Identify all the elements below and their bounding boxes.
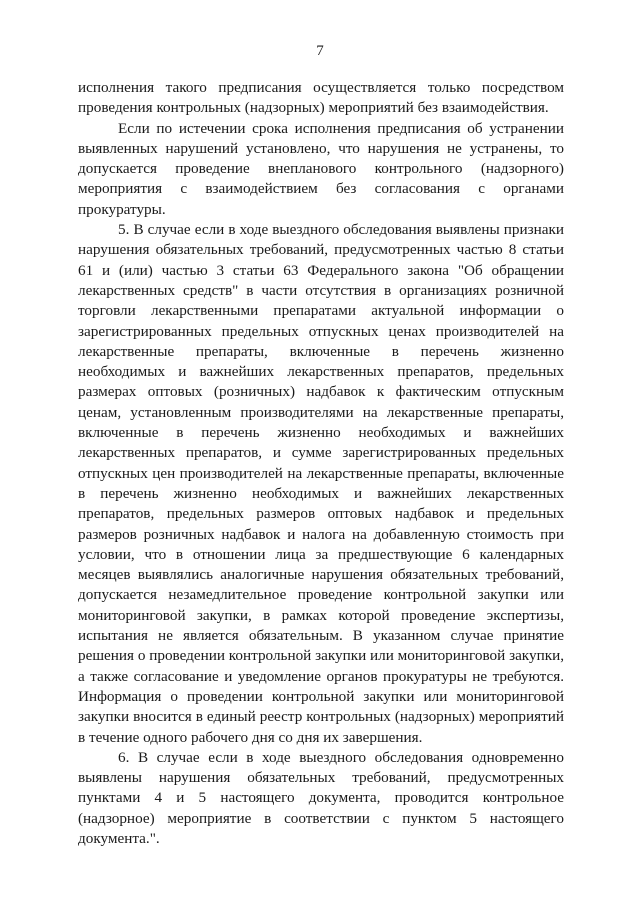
paragraph-item-6: 6. В случае если в ходе выездного обследования одновременно выявлены нарушения обязательных требований, предусмотренных пунктами 4 и 5 настоящего документа, проводится контрольное (надзорное) мероприятие в соответствии с пунктом 5 настоящего документа.".	[78, 748, 564, 847]
page-number: 7	[316, 43, 324, 59]
document-body	[78, 78, 564, 849]
paragraph-continuation: исполнения такого предписания осуществляется только посредством проведения контрольных (надзорных) мероприятий без взаимодействия.	[78, 79, 564, 117]
paragraph-item-5: 5. В случае если в ходе выездного обследования выявлены признаки нарушения обязательных требований, предусмотренных частью 8 статьи 61 и (или) частью 3 статьи 63 Федерального закона "Об обращении лекарственных средств" в части отсутствия в организациях розничной торговли лекарственными препаратами актуальной информации о зарегистрированных предельных отпускных ценах производителей на лекарственные препараты, включенные в перечень жизненно необходимых и важнейших лекарственных препаратов, предельных размерах оптовых (розничных) надбавок к фактическим отпускным ценам, установленным производителями на лекарственные препараты, включенные в перечень жизненно необходимых и важнейших лекарственных препаратов, и сумме зарегистрированных предельных отпускных цен производителей на лекарственные препараты, включенные в перечень жизненно необходимых и важнейших лекарственных препаратов, предельных размеров оптовых надбавок и предельных размеров розничных надбавок и налога на добавленную стоимость при условии, что в отношении лица за предшествующие 6 календарных месяцев выявлялись аналогичные нарушения обязательных требований, допускается незамедлительное проведение контрольной закупки или мониторинговой закупки, в рамках которой проведение экспертизы, испытания не является обязательным. В указанном случае принятие решения о проведении контрольной закупки или мониторинговой закупки, а также согласование и уведомление органов прокуратуры не требуются. Информация о проведении контрольной закупки или мониторинговой закупки вносится в единый реестр контрольных (надзорных) мероприятий в течение одного рабочего дня со дня их завершения.	[78, 221, 564, 746]
paragraph-unplanned-inspection: Если по истечении срока исполнения предписания об устранении выявленных нарушений установлено, что нарушения не устранены, то допускается проведение внепланового контрольного (надзорного) мероприятия с взаимодействием без согласования с органами прокуратуры.	[78, 119, 564, 218]
